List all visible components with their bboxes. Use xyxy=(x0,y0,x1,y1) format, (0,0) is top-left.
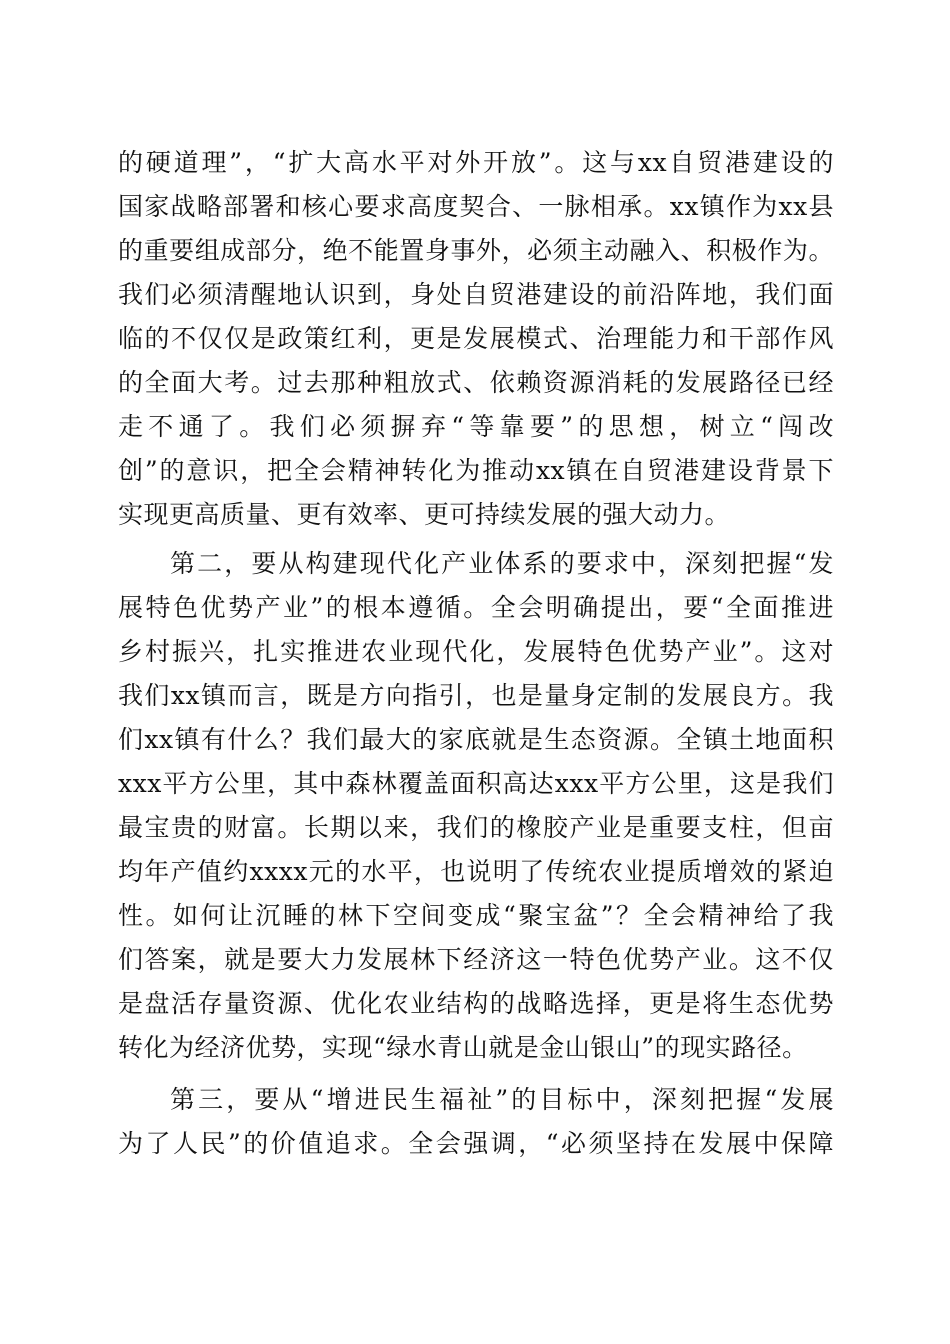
text-line: 乡村振兴，扎实推进农业现代化，发展特色优势产业”。这对 xyxy=(118,637,834,666)
text-line: 我们必须清醒地认识到，身处自贸港建设的前沿阵地，我们面 xyxy=(118,280,834,309)
text-line: 均年产值约xxxx元的水平，也说明了传统农业提质增效的紧迫 xyxy=(118,857,834,886)
text-line: 转化为经济优势，实现“绿水青山就是金山银山”的现实路径。 xyxy=(118,1033,808,1062)
text-line: 最宝贵的财富。长期以来，我们的橡胶产业是重要支柱，但亩 xyxy=(118,813,834,842)
text-line: 的重要组成部分，绝不能置身事外，必须主动融入、积极作为。 xyxy=(118,236,834,265)
text-line: 实现更高质量、更有效率、更可持续发展的强大动力。 xyxy=(118,500,731,529)
paragraph-heading-line: 第三，要从“增进民生福祉”的目标中，深刻把握“发展 xyxy=(170,1085,834,1114)
text-line: 性。如何让沉睡的林下空间变成“聚宝盆”？全会精神给了我 xyxy=(118,901,834,930)
text-line: 国家战略部署和核心要求高度契合、一脉相承。xx镇作为xx县 xyxy=(118,192,834,221)
text-line: 我们xx镇而言，既是方向指引，也是量身定制的发展良方。我 xyxy=(118,681,834,710)
text-line: 们答案，就是要大力发展林下经济这一特色优势产业。这不仅 xyxy=(118,945,834,974)
text-line: 临的不仅仅是政策红利，更是发展模式、治理能力和干部作风 xyxy=(118,324,834,353)
text-line: 是盘活存量资源、优化农业结构的战略选择，更是将生态优势 xyxy=(118,989,834,1018)
text-line: 创”的意识，把全会精神转化为推动xx镇在自贸港建设背景下 xyxy=(118,456,834,485)
paragraph-heading-line: 第二，要从构建现代化产业体系的要求中，深刻把握“发 xyxy=(170,549,834,578)
text-line: xxx平方公里，其中森林覆盖面积高达xxx平方公里，这是我们 xyxy=(118,769,834,798)
text-line: 为了人民”的价值追求。全会强调，“必须坚持在发展中保障 xyxy=(118,1129,834,1158)
text-line: 的全面大考。过去那种粗放式、依赖资源消耗的发展路径已经 xyxy=(118,368,834,397)
text-line: 们xx镇有什么？我们最大的家底就是生态资源。全镇土地面积 xyxy=(118,725,834,754)
text-line: 展特色优势产业”的根本遵循。全会明确提出，要“全面推进 xyxy=(118,593,834,622)
text-line: 走不通了。我们必须摒弃“等靠要”的思想，树立“闯改 xyxy=(118,412,834,441)
text-line: 的硬道理”，“扩大高水平对外开放”。这与xx自贸港建设的 xyxy=(118,148,834,177)
